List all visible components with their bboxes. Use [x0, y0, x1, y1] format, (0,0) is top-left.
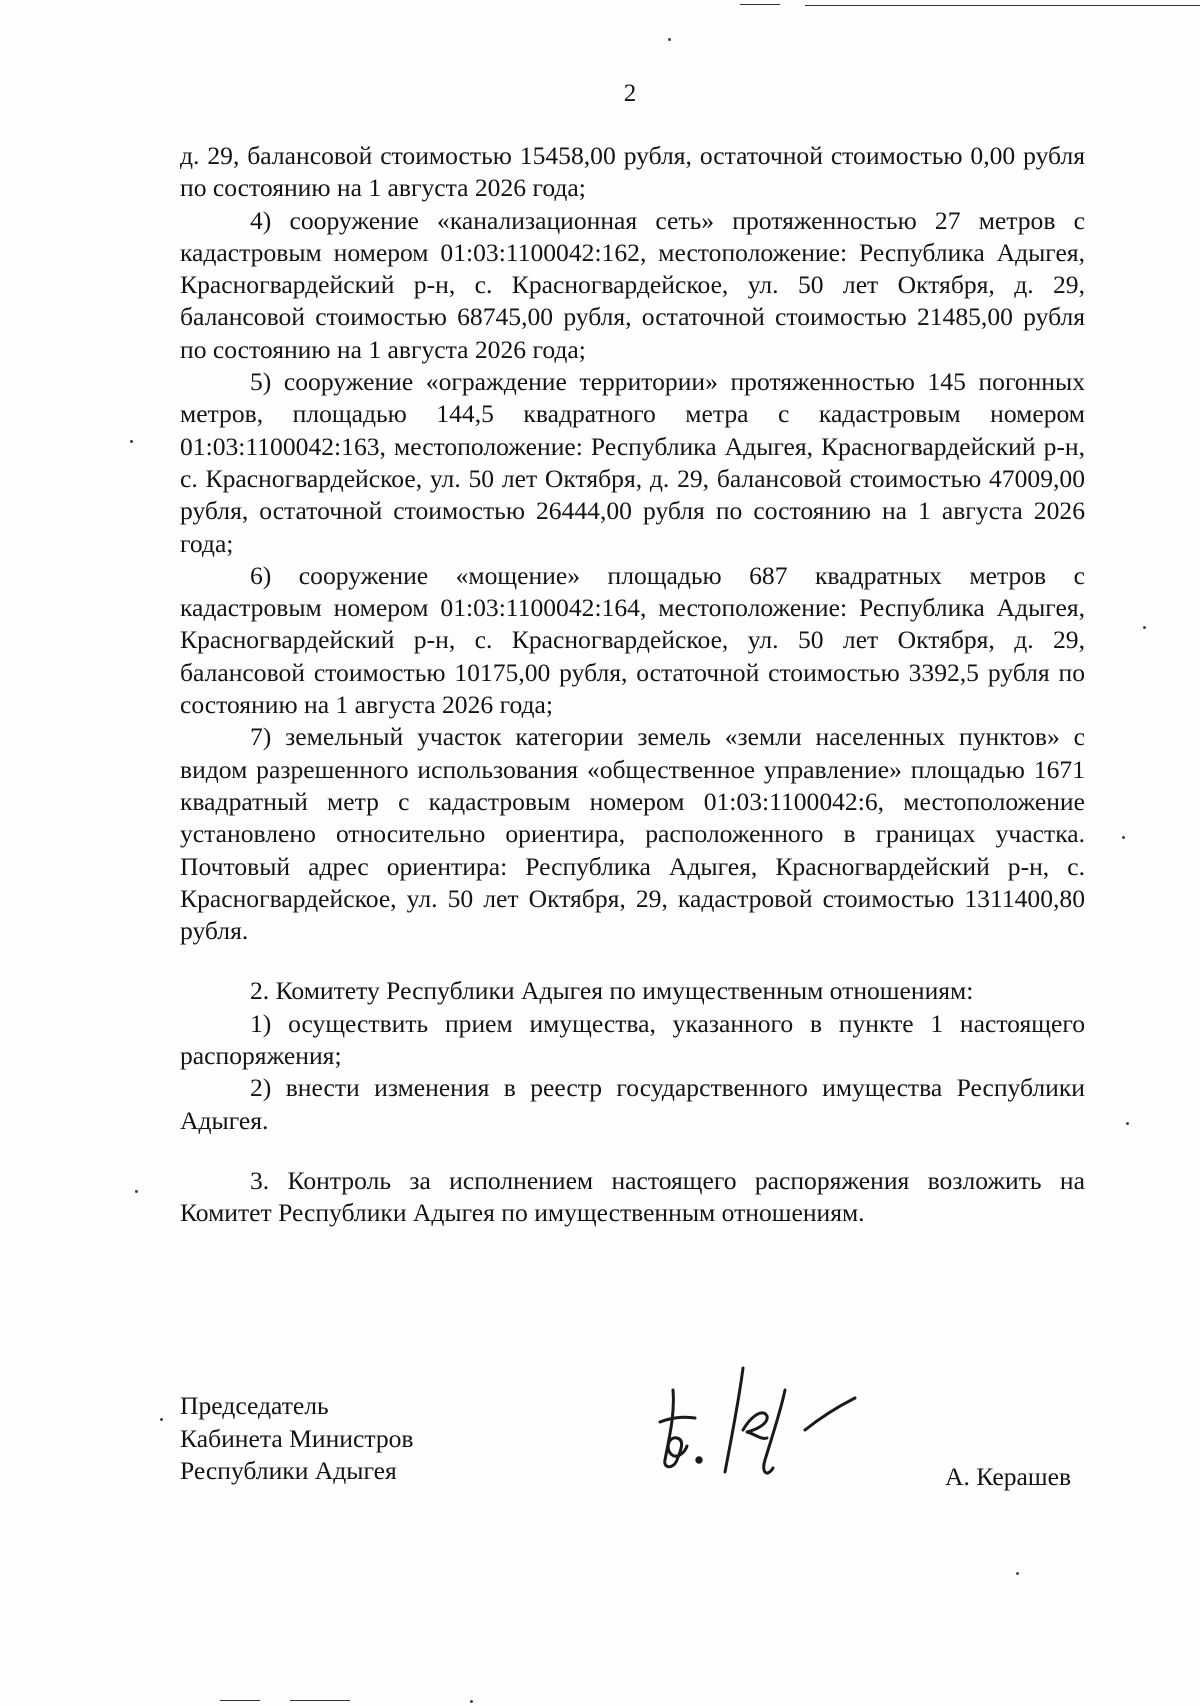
scan-speck	[1016, 1572, 1019, 1575]
scan-edge-line	[805, 5, 1200, 6]
scan-speck	[1143, 626, 1146, 629]
paragraph: 1) осуществить прием имущества, указанного в пункте 1 настоящего распоряжения;	[180, 1008, 1085, 1071]
paragraph: 2) внести изменения в реестр государственного имущества Республики Адыгея.	[180, 1073, 1085, 1135]
paragraph-spacer	[180, 947, 1085, 975]
paragraph: 4) сооружение «канализационная сеть» протяженностью 27 метров с кадастровым номером 01:03:1100042:162, местоположение: Республика Адыгея, Красногвардейский р-н, с. Красногвардейское, ул. 50 лет Октября, д. 29, балансовой стоимостью 68745,00 рубля, остаточной стоимостью 21485,00 рубля по состоянию на 1 августа 2026 года;	[180, 205, 1085, 364]
paragraph: 5) сооружение «ограждение территории» протяженностью 145 погонных метров, площадью 144,5 квадратного метра с кадастровым номером 01:03:1100042:163, местоположение: Республика Адыгея, Красногвардейский р-н, с. Красногвардейское, ул. 50 лет Октября, д. 29, балансовой стоимостью 47009,00 рубля, остаточной стоимостью 26444,00 рубля по состоянию на 1 августа 2026 года;	[180, 367, 1085, 558]
signatory-title-line: Республики Адыгея	[180, 1456, 397, 1485]
signatory-title-line: Кабинета Министров	[180, 1423, 414, 1453]
scan-speck	[470, 1700, 473, 1703]
signatory-title-line: Председатель	[180, 1391, 329, 1420]
scan-speck	[130, 440, 133, 443]
scan-edge-line	[220, 1700, 260, 1701]
document-body	[180, 140, 1085, 1230]
paragraph: д. 29, балансовой стоимостью 15458,00 рубля, остаточной стоимостью 0,00 рубля по состоянию на 1 августа 2026 года;	[180, 141, 1085, 203]
scan-edge-line	[740, 4, 780, 5]
signer-name: А. Керашев	[945, 1462, 1072, 1491]
signatory-title	[180, 1390, 414, 1488]
handwritten-signature	[655, 1360, 865, 1480]
page-number: 2	[623, 80, 637, 107]
paragraph: 3. Контроль за исполнением настоящего распоряжения возложить на Комитет Республики Адыгея по имущественным отношениям.	[180, 1165, 1085, 1228]
paragraph-spacer	[180, 1137, 1085, 1165]
paragraph: 7) земельный участок категории земель «земли населенных пунктов» с видом разрешенного использования «общественное управление» площадью 1671 квадратный метр с кадастровым номером 01:03:1100042:6, местоположение установлено относительно ориентира, расположенного в границах участка. Почтовый адрес ориентира: Республика Адыгея, Красногвардейский р-н, с. Красногвардейское, ул. 50 лет Октября, 29, кадастровой стоимостью 1311400,80 рубля.	[180, 722, 1085, 946]
scan-speck	[160, 1418, 163, 1421]
scan-speck	[135, 1190, 138, 1193]
scan-speck	[1122, 836, 1125, 839]
paragraph: 6) сооружение «мощение» площадью 687 квадратных метров с кадастровым номером 01:03:1100042:164, местоположение: Республика Адыгея, Красногвардейский р-н, с. Красногвардейское, ул. 50 лет Октября, д. 29, балансовой стоимостью 10175,00 рубля, остаточной стоимостью 3392,5 рубля по состоянию на 1 августа 2026 года;	[180, 560, 1085, 720]
scan-edge-line	[290, 1700, 350, 1701]
paragraph: 2. Комитету Республики Адыгея по имущественным отношениям:	[250, 976, 974, 1006]
scan-speck	[1126, 1122, 1129, 1125]
scan-speck	[668, 38, 671, 41]
